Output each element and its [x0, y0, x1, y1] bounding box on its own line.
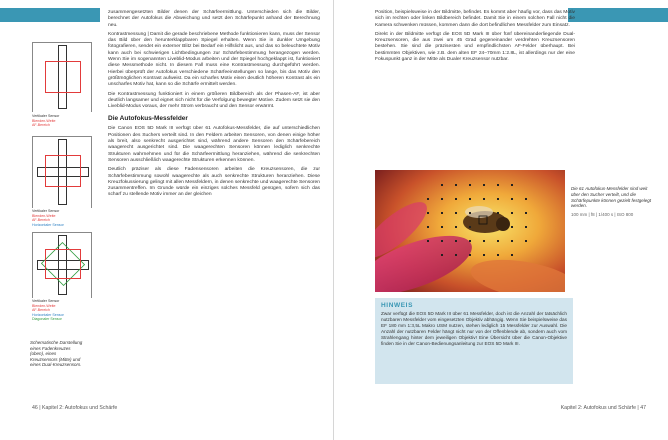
af-area-shape — [45, 155, 81, 187]
paragraph: Kontrastmessung | Damit die gerade beschriebene Methode funktionieren kann, muss der Sensor das Bild über den herunterklappbaren Spiegel erhalten. Wenn Sie in dunkler Umgebung fotografieren, sendet ein externer Blitz bei Bedarf ein Hilfslicht aus, und das so beleuchtete Motiv kann auch bei schwierigen Lichtbedingungen zur Schärfebestimmung herangezogen werden. Wenn Sie im sogenannten Liveblid-Modus arbeiten und der Spiegel hochgeklappt ist, funktioniert diese Messmethode nicht. In diesem Fall muss eine Kontrastmessung durchgeführt werden. Hierbei überprüft der Autofokus verschiedene Schärfeeinstellungen so lange, bis das Motiv den größtmöglichen Kontrast aufweist. Da ein scharfes Motiv einen deutlich höheren Kontrast als ein unscharfes Motiv hat, kann so die Schärfe ermittelt werden. — [108, 31, 320, 88]
af-area-shape — [45, 249, 81, 279]
macro-photo-with-af-points — [375, 170, 565, 292]
paragraph: Position, beispielsweise in der Bildmitte, befindet. Es kommt aber häufig vor, dass das Motiv sich im rechten oder linken Bildbereich befindet. Damit Sie in einem solchen Fall nicht die Kamera schwenken müssen, kommen dann die dort befindlichen Messfelder zum Einsatz. — [375, 10, 575, 28]
line-sensor-diagram — [32, 42, 98, 128]
footer-right-page: Kapitel 2: Autofokus und Schärfe | 47 — [560, 405, 646, 411]
photo-caption — [571, 186, 653, 218]
left-page-text — [108, 10, 320, 202]
diagram-frame — [32, 232, 92, 298]
page-gutter — [333, 0, 334, 440]
photo-illustration — [375, 170, 565, 292]
paragraph: Deutlich präziser als diese Fadensensoren arbeiten die Kreuzsensoren, die zur Schärfebestimmung sowohl waagerechte als auch senkrechte Strukturen heranziehen. Diese Kreuzfokussierung gelingt mit allen Messfeldern, in denen senkrechte und waagerechte Sensoren zusammentreffen. Im Grunde würde ein einziges solches Messfeld genügen, sofern sich das scharf zu stellende Motiv immer an der gleichen — [108, 167, 320, 198]
diagram-legend: Vertikaler Sensor Blenden-Weite AF-Bereich Horizontaler Sensor — [32, 209, 64, 227]
right-page-text — [375, 10, 575, 66]
af-area-shape — [45, 61, 81, 93]
diagram-legend: Vertikaler Sensor Blenden-Weite AF-Bereich Horizontaler Sensor Diagonaler Sensor — [32, 299, 64, 322]
section-heading: Die Autofokus-Messfelder — [108, 115, 188, 123]
paragraph: Direkt in der Bildmitte verfügt die EOS 5D Mark III über fünf übereinanderliegende Dual-Kreuzsensoren, die aus zwei um 45 Grad gegeneinander verdrehten Kreuzsensoren bestehen. Sie sind die präzisesten und empfindlichsten AF-Felder überhaupt. Bei bestimmten Objektiven, wie z.B. dem alten EF 24–70mm 1:2.8L, ist allerdings nur der eine Fokuspunkt ganz in der Mitte als Dualer Kreuzsensor nutzbar. — [375, 31, 575, 63]
paragraph: Die Kontrastmessung funktioniert in einem größeren Bildbereich als der Phasen-AF, ist aber deutlich langsamer und eignet sich nicht für die Verfolgung bewegter Motive. Zudem setzt sie den Liveblid-Modus voraus, der mehr Strom verbraucht und den Sensor erwärmt. — [108, 91, 320, 110]
paragraph: Die Canon EOS 5D Mark III verfügt über 61 Autofokus-Messfelder, die auf unterschiedlichen Positionen des Suchers verteilt sind. In den Feldern arbeiten Sensoren, von denen einige höher als breit, also senkrecht ausgerichtet sind, während andere Sensoren den Schärfebereich waagerecht ausgerichtet sind. Die waagerechten Sensoren können lediglich senkrechte Strukturen wahrnehmen und für die Schärfeermittlung heranziehen, während die senkrechten Sensoren ausschließlich waagerechte Strukturen erkennen können. — [108, 126, 320, 163]
photo-exif: 100 mm | f8 | 1/400 s | ISO 800 — [571, 212, 634, 218]
photo-caption-text: Die 61 Autofokus-Messfelder sind weit über den Sucher verteilt, und die Schärfepunkte können gezielt festgelegt werden. — [571, 186, 652, 209]
diagram-legend: Vertikaler Sensor Blenden-Weite AF-Bereich — [32, 114, 60, 128]
cross-sensor-diagram — [32, 136, 98, 227]
chapter-color-band-right — [568, 8, 668, 22]
paragraph: zusammengesetzten Bilder denen der Schärfeermittlung. Unterschieden sich die Bilder, berechnet der Autofokus die Abweichung und setzt den Schärfepunkt anhand der Berechnung neu. — [108, 10, 320, 28]
hint-text: Zwar verfügt die EOS 5D Mark III über 61 Messfelder, doch ist die Anzahl der tatsächlich nutzbaren Messfelder vom eingesetzten Objektiv abhängig. Wenn Sie beispielsweise das EF 180 mm 1:3,5L Makro USM nutzen, stehen lediglich 15 Messfelder zur Auswahl. Die Anzahl der nutzbaren Felder hängt nicht nur von der Offenblende ab, sondern auch vom Strahlengang hinter dem jeweiligen Objektiv! Eine Übersicht über die Canon-Objektive finden Sie in der Canon-Bedienungsanleitung zur EOS 5D Mark III. — [381, 311, 567, 346]
hint-box — [375, 298, 573, 384]
hint-title: HINWEIS — [381, 302, 414, 309]
diagram-frame — [32, 42, 92, 112]
footer-left-page: 46 | Kapitel 2: Autofokus und Schärfe — [32, 405, 118, 411]
dual-cross-sensor-diagram — [32, 232, 98, 322]
diagram-frame — [32, 136, 92, 208]
chapter-color-band-left — [0, 8, 100, 22]
diagram-caption: Schematische Darstellung eines Fadenkreuzes (oben), eines Kreuzsensors (Mitte) und eines Dual-Kreuzsensors. — [30, 340, 83, 368]
